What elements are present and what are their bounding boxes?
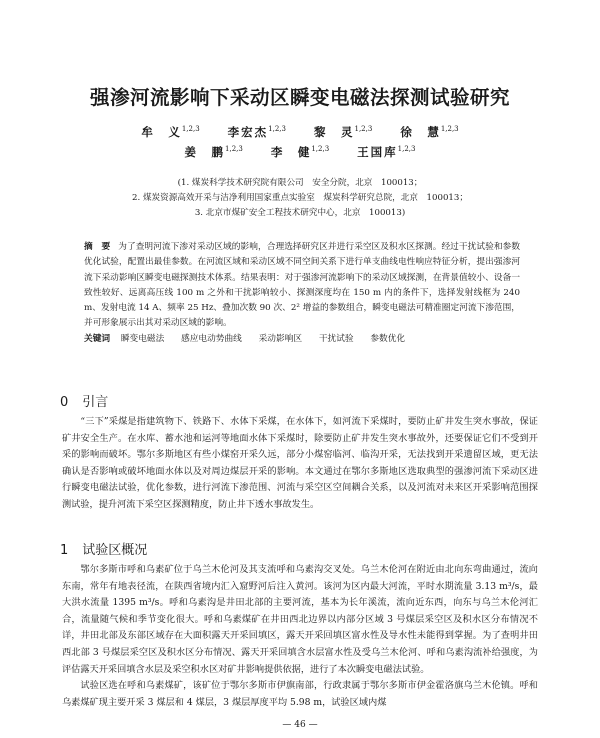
author: 李 健$^{1,2,3}$ [270, 145, 330, 159]
author-affiliation-mark: 1,2,3 [440, 125, 459, 133]
keyword: 参数优化 [370, 333, 406, 344]
section-title: 试验区概况 [82, 543, 148, 558]
author-line-2 [60, 144, 540, 160]
affiliation-line: 2. 煤炭资源高效开采与洁净利用国家重点实验室 煤炭科学研究总院，北京 100013； [132, 193, 468, 203]
author: 黎 灵$^{1,2,3}$ [314, 125, 373, 139]
author-affiliation-mark: 1,2,3 [311, 145, 330, 153]
author-affiliation-mark: 1,2,3 [397, 145, 416, 153]
page-number: — 46 — [282, 720, 318, 730]
keyword: 瞬变电磁法 [120, 333, 165, 344]
author-affiliation-mark: 1,2,3 [225, 145, 243, 153]
section-heading-introduction [60, 391, 108, 410]
author-affiliation-mark: 1,2,3 [354, 125, 373, 133]
section-body-introduction [62, 414, 538, 514]
body-paragraph: 试验区选在呼和乌素煤矿，该矿位于鄂尔多斯市伊旗南部，行政隶属于鄂尔多斯市伊金霍洛旗乌兰木伦镇。呼和乌素煤矿现主要开采 3 煤层和 4 煤层，3 煤层厚度平均 5.98 m，试验区域内煤 [62, 680, 538, 708]
author: 王国库$^{1,2,3}$ [357, 145, 416, 159]
keyword: 干扰试验 [318, 333, 354, 344]
author: 牟 义$^{1,2,3}$ [141, 125, 200, 139]
author: 李宏杰$^{1,2,3}$ [227, 125, 286, 139]
abstract-block [84, 240, 520, 347]
keywords-line [84, 332, 520, 347]
abstract-label: 摘 要 [84, 242, 111, 252]
author: 徐 慧$^{1,2,3}$ [400, 125, 459, 139]
section-number: 0 [60, 395, 69, 410]
keyword: 感应电动势曲线 [181, 333, 242, 344]
paper-title: 强渗河流影响下采动区瞬变电磁法探测试验研究 [89, 86, 510, 109]
section-number: 1 [60, 543, 69, 558]
affiliation-line: (1. 煤炭科学技术研究院有限公司 安全分院，北京 100013； [177, 178, 423, 188]
author-line-1 [60, 124, 540, 140]
author-affiliation-mark: 1,2,3 [181, 125, 200, 133]
body-paragraph: 鄂尔多斯市呼和乌素矿位于乌兰木伦河及其支流呼和乌素沟交叉处。乌兰木伦河在附近由北向东弯曲通过，流向东南，常年有地表径流，在陕西省境内汇入窟野河后注入黄河。该河为区内最大河流，平时水期流量 3.13 m³/s，最大洪水流量 1395 m³/s。呼和乌素沟是井田北部的主要河流，基本为长年溪流，流向近东西，向东与乌兰木伦河汇合，流量随气候和季节变化很大。呼和乌素煤矿在井田西北边界以内部分区域 3 号煤层采空区及积水区分布情况不详，井田北部及东部区域存在大面积露天开采回填区，露天开采回填区富水性及导水性未能得到掌握。为了查明井田西北部 3 号煤层采空区及积水区分布情况、露天开采回填含水层富水性及受乌兰木伦河、呼和乌素沟流补给强度，为评估露天开采回填含水层及采空积水区对矿井影响提供依据，进行了本次瞬变电磁法试验。 [62, 564, 538, 675]
section-heading-test-area [60, 539, 147, 558]
author: 姜 鹏$^{1,2,3}$ [184, 145, 243, 159]
keyword: 采动影响区 [258, 333, 303, 344]
body-paragraph: “三下”采煤是指建筑物下、铁路下、水体下采煤，在水体下，如河流下采煤时，要防止矿井发生突水事故，保证矿井安全生产。在水库、蓄水池和运河等地面水体下采煤时，除要防止矿井发生突水事故外，还要保证它们不受到开采的影响而破坏。鄂尔多斯地区有些小煤窑开采久远，部分小煤窑临河、临沟开采，无法找到开采遗留区域，更无法确认是否影响或破坏地面水体以及对周边煤层开采的影响。本文通过在鄂尔多斯地区选取典型的强渗河流下采动区进行瞬变电磁法试验，优化参数，进行河流下渗范围、河流与采空区空间耦合关系，以及河流对未来区开采影响范围探测试验，提升河流下采空区探测精度，防止井下透水事故发生。 [62, 416, 538, 510]
keywords-label: 关键词 [84, 333, 111, 344]
section-body-test-area [62, 562, 538, 711]
affiliations [40, 176, 560, 221]
affiliation-line: 3. 北京市煤矿安全工程技术研究中心，北京 100013) [194, 208, 406, 218]
abstract-paragraph [84, 240, 520, 332]
author-affiliation-mark: 1,2,3 [268, 125, 286, 133]
abstract-text: 为了查明河流下渗对采动区域的影响，合理选择研究区并进行采空区及积水区探测。经过干扰试验和参数优化试验，配置出最佳参数。在河流区域和采动区域不同空间关系下进行单支曲线电性响应特征分析，提出强渗河流下采动影响区瞬变电磁探测技术体系。结果表明：对于强渗河流影响下的采动区域探测，在背景值较小、设备一致性较好、远离高压线 100 m 之外和干扰影响较小、探测深度均在 150 m 内的条件下，选择发射线框为 240 m、发射电流 14 A、频率 25 Hz、叠加次数 90 次、2² 增益的参数组合，瞬变电磁法可精准圈定河流下渗范围，并可形象展示出其对采动区域的影响。 [84, 242, 521, 329]
section-title: 引言 [82, 395, 109, 410]
